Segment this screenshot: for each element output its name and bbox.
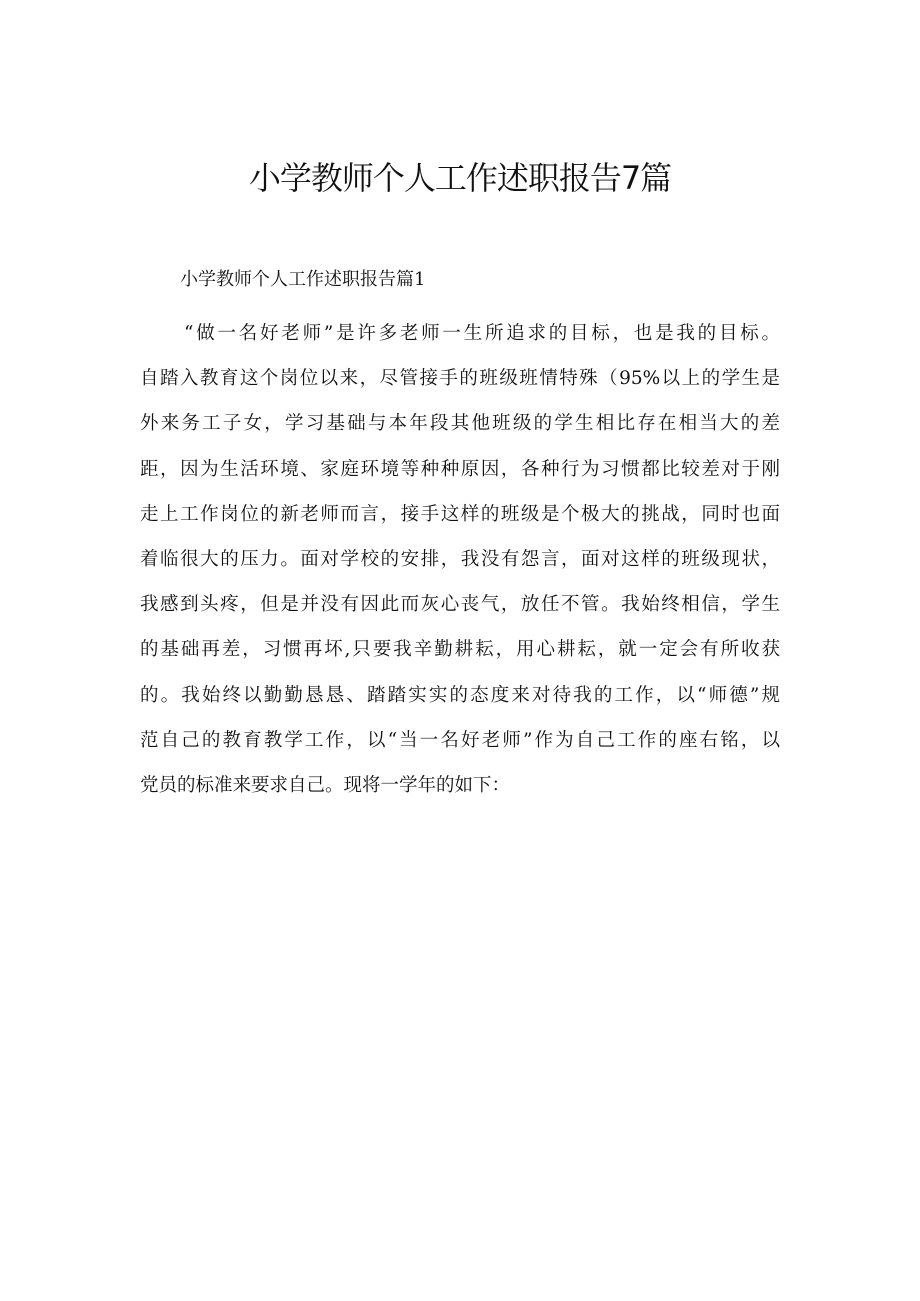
section-heading: 小学教师个人工作述职报告篇1 xyxy=(180,269,426,290)
paragraph-line: 范自己的教育教学工作，以“当一名好老师”作为自己工作的座右铭，以 xyxy=(140,729,780,751)
body-paragraph xyxy=(140,311,780,808)
paragraph-line: 距，因为生活环境、家庭环境等种种原因，各种行为习惯都比较差对于刚 xyxy=(140,458,780,480)
paragraph-line: 着临很大的压力。面对学校的安排，我没有怨言，面对这样的班级现状， xyxy=(140,548,780,570)
paragraph-line: “做一名好老师”是许多老师一生所追求的目标，也是我的目标。 xyxy=(184,323,780,344)
paragraph-line: 自踏入教育这个岗位以来，尽管接手的班级班情特殊（95%以上的学生是 xyxy=(140,368,780,390)
paragraph-line: 走上工作岗位的新老师而言，接手这样的班级是个极大的挑战，同时也面 xyxy=(140,503,780,525)
document-title: 小学教师个人工作述职报告7篇 xyxy=(248,159,672,197)
paragraph-line: 我感到头疼，但是并没有因此而灰心丧气，放任不管。我始终相信，学生 xyxy=(140,594,780,616)
paragraph-line: 的基础再差，习惯再坏,只要我辛勤耕耘，用心耕耘，就一定会有所收获 xyxy=(140,639,780,661)
paragraph-line: 外来务工子女，学习基础与本年段其他班级的学生相比存在相当大的差 xyxy=(140,413,780,435)
paragraph-line: 党员的标准来要求自己。现将一学年的如下： xyxy=(140,774,511,796)
paragraph-line: 的。我始终以勤勤恳恳、踏踏实实的态度来对待我的工作，以“师德”规 xyxy=(140,684,780,706)
